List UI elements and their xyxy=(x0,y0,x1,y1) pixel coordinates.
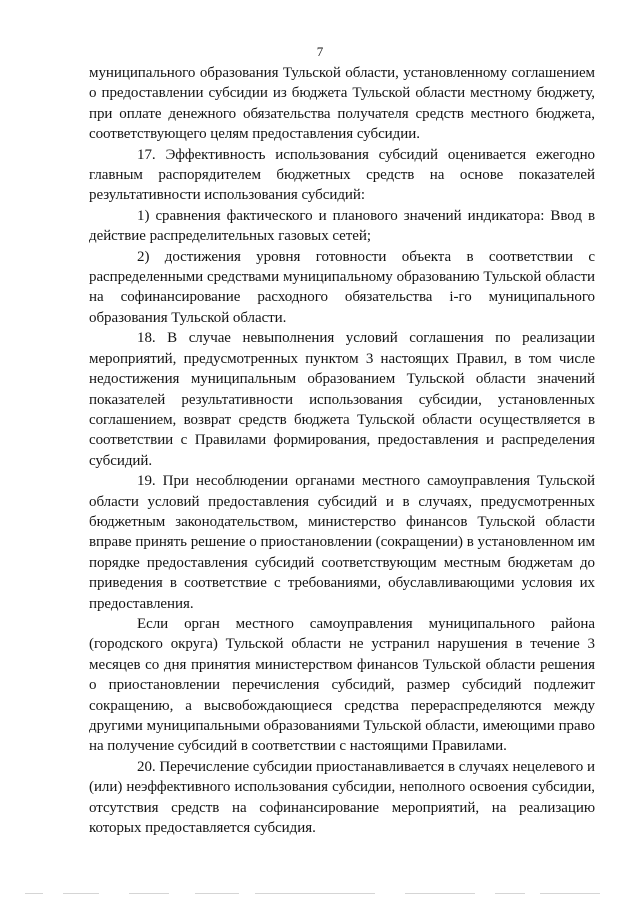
paragraph-item-19: 19. При несоблюдении органами местного самоуправления Тульской области условий предоставления субсидий и в случаях, предусмотренных бюджетным законодательством, министерство финансов Тульской области вправе принять решение о приостановлении (сокращении) в установленном им порядке предоставления субсидий соответствующим местным бюджетам до приведения в соответствие с требованиями, обуславливающими условия их предоставления. xyxy=(89,473,595,612)
paragraph-item-19-continuation: Если орган местного самоуправления муниципального района (городского округа) Тульской области не устранил нарушения в течение 3 месяцев со дня принятия министерством финансов Тульской области решения о приостановлении перечисления субсидий, размер субсидий подлежит сокращению, а высвобождающиеся средства перераспределяются между другими муниципальными образованиями Тульской области, имеющими право на получение субсидий в соответствии с настоящими Правилами. xyxy=(89,615,595,755)
paragraph-item-17-2: 2) достижения уровня готовности объекта в соответствии с распределенными средствами муниципальному образованию Тульской области на софинансирование расходного обязательства i-го муниципального образования Тульской области. xyxy=(89,248,595,326)
paragraph-item-18: 18. В случае невыполнения условий соглашения по реализации мероприятий, предусмотренных пунктом 3 настоящих Правил, в том числе недостижения муниципальным образованием Тульской области значений показателей результативности использования субсидии, установленных соглашением, возврат средств бюджета Тульской области осуществляется в соответствии с Правилами формирования, предоставления и распределения субсидий. xyxy=(89,330,595,469)
paragraph-item-20: 20. Перечисление субсидии приостанавливается в случаях нецелевого и (или) неэффективного использования субсидии, неполного освоения субсидии, отсутствия средств на софинансирование мероприятий, на реализацию которых предоставляется субсидия. xyxy=(89,758,595,837)
scan-artifact-footer xyxy=(25,891,615,897)
paragraph-item-17-1: 1) сравнения фактического и планового значений индикатора: Ввод в действие распределительных газовых сетей; xyxy=(89,207,595,245)
document-body xyxy=(89,63,595,838)
paragraph-item-17: 17. Эффективность использования субсидий оценивается ежегодно главным распорядителем бюджетных средств на основе показателей результативности использования субсидий: xyxy=(89,146,595,204)
paragraph-continuation: муниципального образования Тульской области, установленному соглашением о предоставлении субсидии из бюджета Тульской области местному бюджету, при оплате денежного обязательства получателя средств местного бюджета, соответствующего целям предоставления субсидии. xyxy=(89,65,595,143)
page-number: 7 xyxy=(316,44,324,59)
